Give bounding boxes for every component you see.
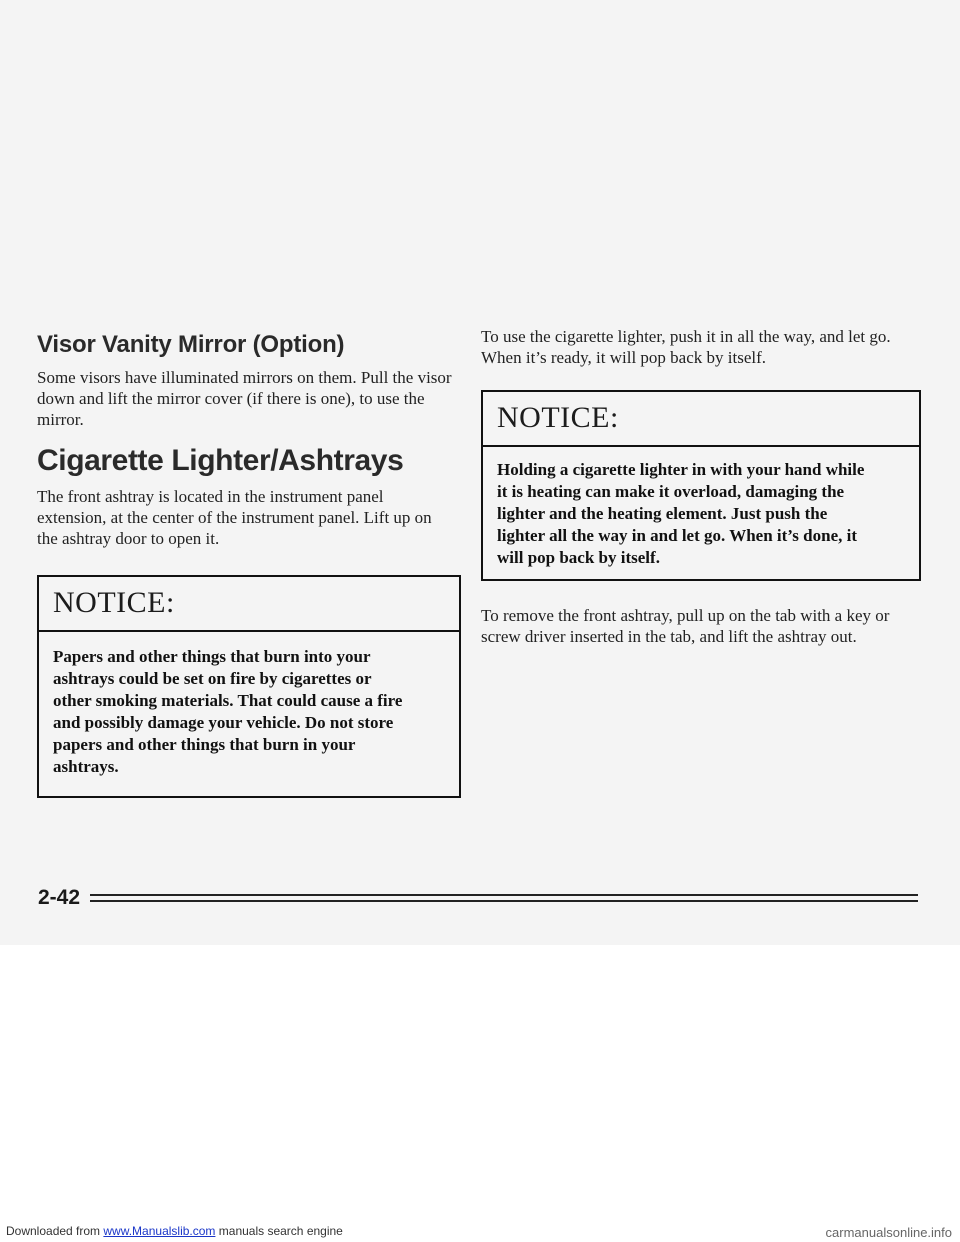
notice-text: Papers and other things that burn into your ashtrays could be set on fire by cigarettes or other smoking materials. That could cause a fire and possibly damage your vehicle. Do not store papers and other things that burn in your ashtrays. (53, 647, 403, 776)
visor-mirror-text: Some visors have illuminated mirrors on them. Pull the visor down and lift the mirror cover (if there is one), to use the mirror. (37, 368, 452, 429)
footer-rule (90, 900, 918, 902)
ashtray-removal-text: To remove the front ashtray, pull up on the tab with a key or screw driver inserted in the tab, and lift the ashtray out. (481, 606, 890, 646)
lighter-usage-text: To use the cigarette lighter, push it in all the way, and let go. When it’s ready, it will pop back by itself. (481, 327, 891, 367)
page-number: 2-42 (38, 886, 81, 909)
download-suffix: manuals search engine (215, 1224, 343, 1238)
ashtray-notice-box (37, 575, 461, 798)
download-credit (6, 1224, 343, 1238)
footer-rule (90, 894, 918, 896)
watermark-text: carmanualsonline.info (825, 1225, 952, 1240)
lighter-ashtrays-heading: Cigarette Lighter/Ashtrays (37, 444, 404, 477)
notice-heading: NOTICE: (483, 392, 919, 447)
right-column (481, 326, 921, 647)
ashtray-location-text: The front ashtray is located in the instrument panel extension, at the center of the instrument panel. Lift up on the ashtray door to open it. (37, 487, 432, 548)
left-column (37, 331, 452, 798)
page-footer (38, 886, 918, 916)
visor-mirror-heading: Visor Vanity Mirror (Option) (37, 331, 345, 358)
manualslib-link[interactable]: www.Manualslib.com (103, 1224, 216, 1238)
lighter-notice-box (481, 390, 921, 581)
notice-text: Holding a cigarette lighter in with your hand while it is heating can make it overload, damaging the lighter and the heating element. Just push the lighter all the way in and let go. When it’s done, it will pop back by itself. (497, 460, 865, 567)
notice-heading: NOTICE: (39, 577, 459, 632)
download-prefix: Downloaded from (6, 1224, 104, 1238)
download-footer (0, 1222, 960, 1242)
